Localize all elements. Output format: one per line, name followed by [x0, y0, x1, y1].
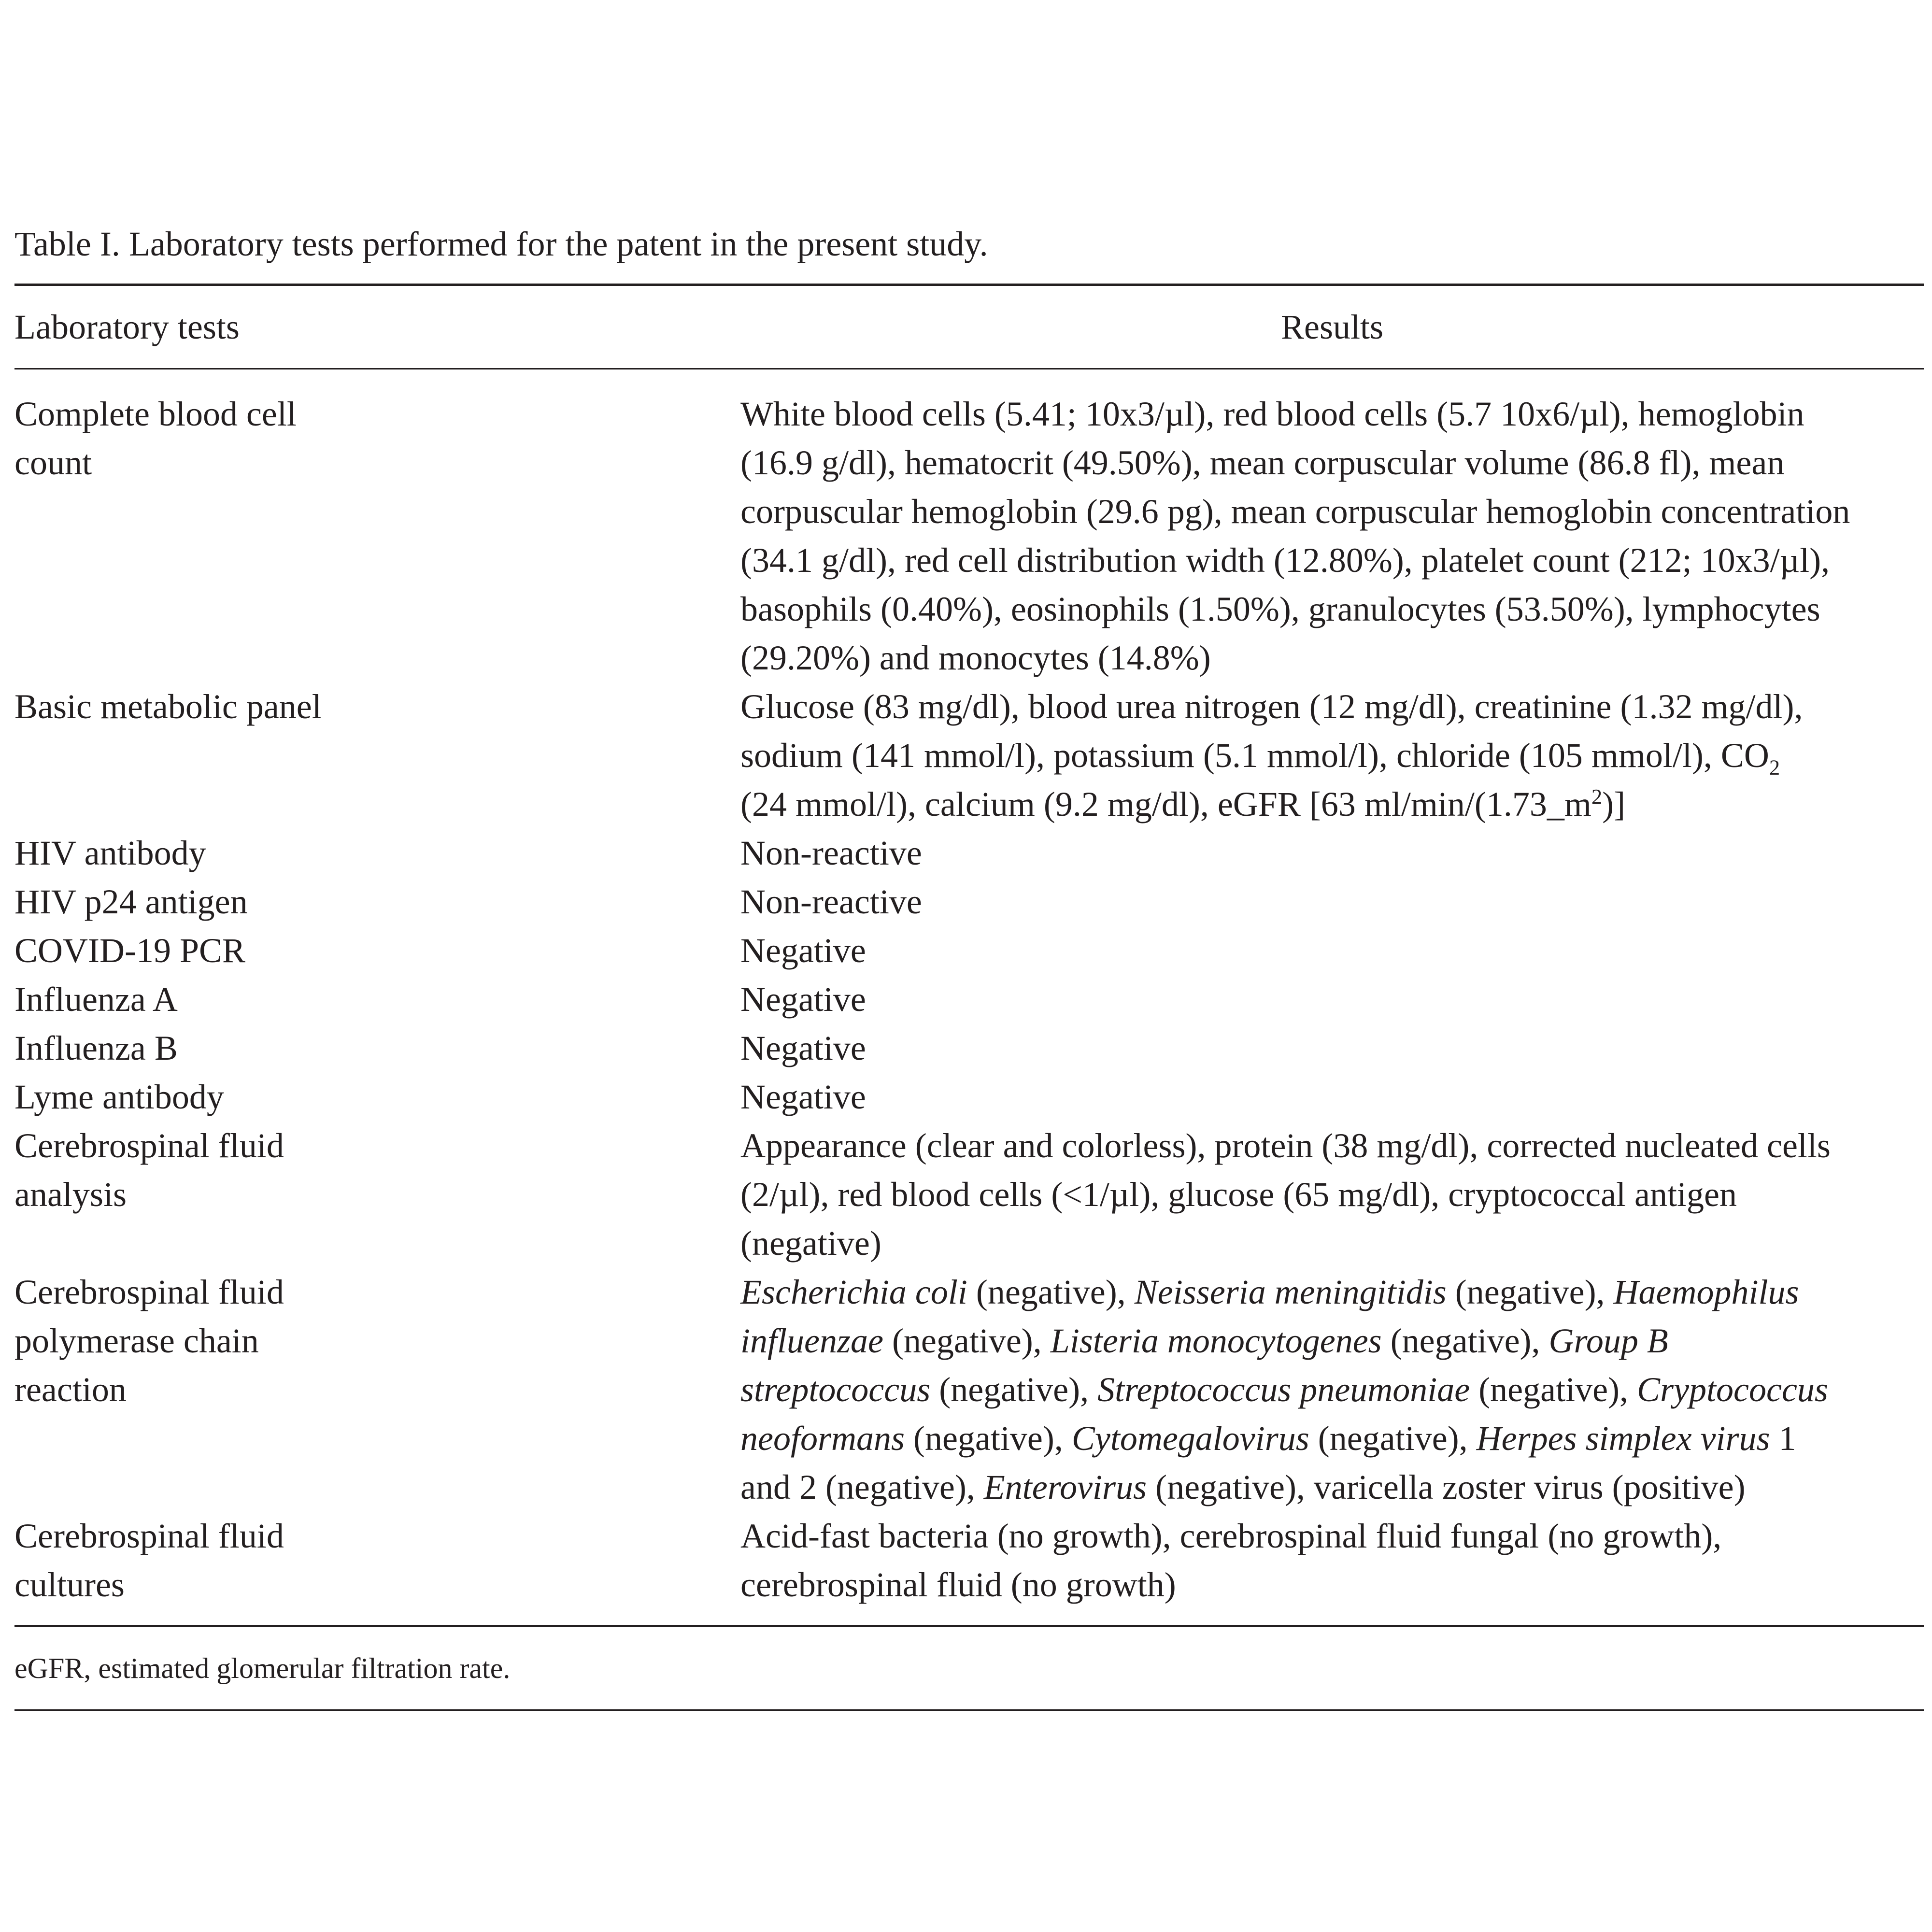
test-name-line: cultures [14, 1565, 125, 1604]
result-line [740, 1317, 1924, 1365]
test-name-line: reaction [14, 1370, 127, 1409]
table-row [14, 1024, 1924, 1073]
test-name-line: Lyme antibody [14, 1078, 224, 1116]
test-name-cell [14, 829, 740, 878]
result-cell [740, 390, 1924, 682]
organism-name: Streptococcus pneumoniae [1097, 1370, 1470, 1409]
result-cell [740, 682, 1924, 829]
organism-name: Enterovirus [983, 1468, 1147, 1506]
result-line: Non-reactive [740, 834, 922, 872]
result-line [740, 1268, 1924, 1317]
test-name-line: COVID-19 PCR [14, 931, 246, 970]
result-text: (negative), [1446, 1273, 1614, 1311]
result-text: (negative), [967, 1273, 1135, 1311]
header-row [14, 286, 1924, 368]
result-cell [740, 1512, 1924, 1609]
result-line: Negative [740, 931, 866, 970]
table-caption: Table I. Laboratory tests performed for the patent in the present study. [14, 225, 988, 263]
lab-table [14, 220, 1924, 1711]
result-cell [740, 975, 1924, 1024]
organism-name: Herpes simplex virus [1476, 1419, 1770, 1458]
result-line: Non-reactive [740, 882, 922, 921]
result-cell [740, 926, 1924, 975]
test-name-line: Complete blood cell [14, 395, 297, 433]
header-results: Results [1280, 307, 1384, 346]
test-name-line: HIV antibody [14, 834, 206, 872]
organism-name: streptococcus [740, 1370, 931, 1409]
result-line: Glucose (83 mg/dl), blood urea nitrogen (12 mg/dl), creatinine (1.32 mg/dl), [740, 687, 1803, 726]
test-name-line: count [14, 443, 92, 482]
table-row [14, 926, 1924, 975]
test-name-cell [14, 1073, 740, 1122]
result-line [740, 1365, 1924, 1414]
test-name-line: HIV p24 antigen [14, 882, 248, 921]
result-line: Appearance (clear and colorless), protein (38 mg/dl), corrected nucleated cells [740, 1126, 1831, 1165]
result-line: Negative [740, 1029, 866, 1067]
result-text: (negative), [883, 1321, 1051, 1360]
organism-name: Group B [1548, 1321, 1668, 1360]
result-text: sodium (141 mmol/l), potassium (5.1 mmol/l), chloride (105 mmol/l), CO [740, 736, 1769, 775]
test-name-line: Cerebrospinal fluid [14, 1517, 284, 1555]
result-line: Negative [740, 980, 866, 1019]
table-row [14, 1268, 1924, 1512]
organism-name: Listeria monocytogenes [1050, 1321, 1382, 1360]
result-cell [740, 1122, 1924, 1268]
organism-name: Cytomegalovirus [1071, 1419, 1309, 1458]
result-line [740, 780, 1924, 829]
table-row [14, 1512, 1924, 1609]
test-name-line: Cerebrospinal fluid [14, 1126, 284, 1165]
test-name-line: Basic metabolic panel [14, 687, 322, 726]
organism-name: Haemophilus [1613, 1273, 1799, 1311]
table-row [14, 878, 1924, 926]
result-line: (29.20%) and monocytes (14.8%) [740, 639, 1211, 677]
result-line: cerebrospinal fluid (no growth) [740, 1565, 1176, 1604]
test-name-cell [14, 1122, 740, 1268]
test-name-cell [14, 926, 740, 975]
organism-name: influenzae [740, 1321, 883, 1360]
table-row [14, 975, 1924, 1024]
test-name-line: Cerebrospinal fluid [14, 1273, 284, 1311]
organism-name: neoformans [740, 1419, 905, 1458]
result-line: Acid-fast bacteria (no growth), cerebrospinal fluid fungal (no growth), [740, 1517, 1722, 1555]
table-row [14, 1122, 1924, 1268]
test-name-cell [14, 682, 740, 829]
test-name-cell [14, 1512, 740, 1609]
result-cell [740, 1073, 1924, 1122]
result-cell [740, 1268, 1924, 1512]
table-row [14, 682, 1924, 829]
test-name-line: Influenza B [14, 1029, 178, 1067]
organism-name: Neisseria meningitidis [1134, 1273, 1447, 1311]
test-name-line: polymerase chain [14, 1321, 259, 1360]
test-name-cell [14, 975, 740, 1024]
result-text: (negative), [1470, 1370, 1637, 1409]
co2-subscript: 2 [1769, 755, 1780, 780]
result-cell [740, 878, 1924, 926]
footnote-rule [14, 1709, 1924, 1711]
result-text: (negative), [930, 1370, 1098, 1409]
result-line: Negative [740, 1078, 866, 1116]
table-row [14, 829, 1924, 878]
header-laboratory-tests: Laboratory tests [14, 307, 240, 346]
m2-superscript: 2 [1591, 784, 1603, 809]
result-cell [740, 1024, 1924, 1073]
organism-name: Cryptococcus [1637, 1370, 1828, 1409]
test-name-cell [14, 1268, 740, 1512]
test-name-line: analysis [14, 1175, 127, 1214]
result-text: 1 [1770, 1419, 1796, 1458]
result-text: (negative), [1381, 1321, 1549, 1360]
result-line [740, 731, 1924, 780]
result-line: (2/µl), red blood cells (<1/µl), glucose (65 mg/dl), cryptococcal antigen [740, 1175, 1737, 1214]
test-name-cell [14, 390, 740, 682]
result-line: corpuscular hemoglobin (29.6 pg), mean corpuscular hemoglobin concentration [740, 492, 1850, 531]
table-body [14, 369, 1924, 1625]
test-name-line: Influenza A [14, 980, 178, 1019]
result-text: (negative), [1309, 1419, 1477, 1458]
result-line: basophils (0.40%), eosinophils (1.50%), granulocytes (53.50%), lymphocytes [740, 590, 1820, 628]
result-cell [740, 829, 1924, 878]
table-row [14, 390, 1924, 682]
result-text: and 2 (negative), [740, 1468, 984, 1506]
result-line [740, 1414, 1924, 1463]
result-line: White blood cells (5.41; 10x3/µl), red blood cells (5.7 10x6/µl), hemoglobin [740, 395, 1804, 433]
result-line: (negative) [740, 1224, 881, 1263]
test-name-cell [14, 1024, 740, 1073]
result-text: )] [1602, 785, 1626, 824]
result-line: (34.1 g/dl), red cell distribution width (12.80%), platelet count (212; 10x3/µl), [740, 541, 1830, 580]
organism-name: Escherichia coli [740, 1273, 967, 1311]
result-line [740, 1463, 1924, 1512]
footnote: eGFR, estimated glomerular filtration rate. [14, 1652, 511, 1684]
result-text: (negative), [905, 1419, 1072, 1458]
result-text: (24 mmol/l), calcium (9.2 mg/dl), eGFR [63 ml/min/(1.73_m [740, 785, 1591, 824]
result-text: (negative), varicella zoster virus (positive) [1147, 1468, 1746, 1506]
table-row [14, 1073, 1924, 1122]
test-name-cell [14, 878, 740, 926]
result-line: (16.9 g/dl), hematocrit (49.50%), mean corpuscular volume (86.8 fl), mean [740, 443, 1785, 482]
